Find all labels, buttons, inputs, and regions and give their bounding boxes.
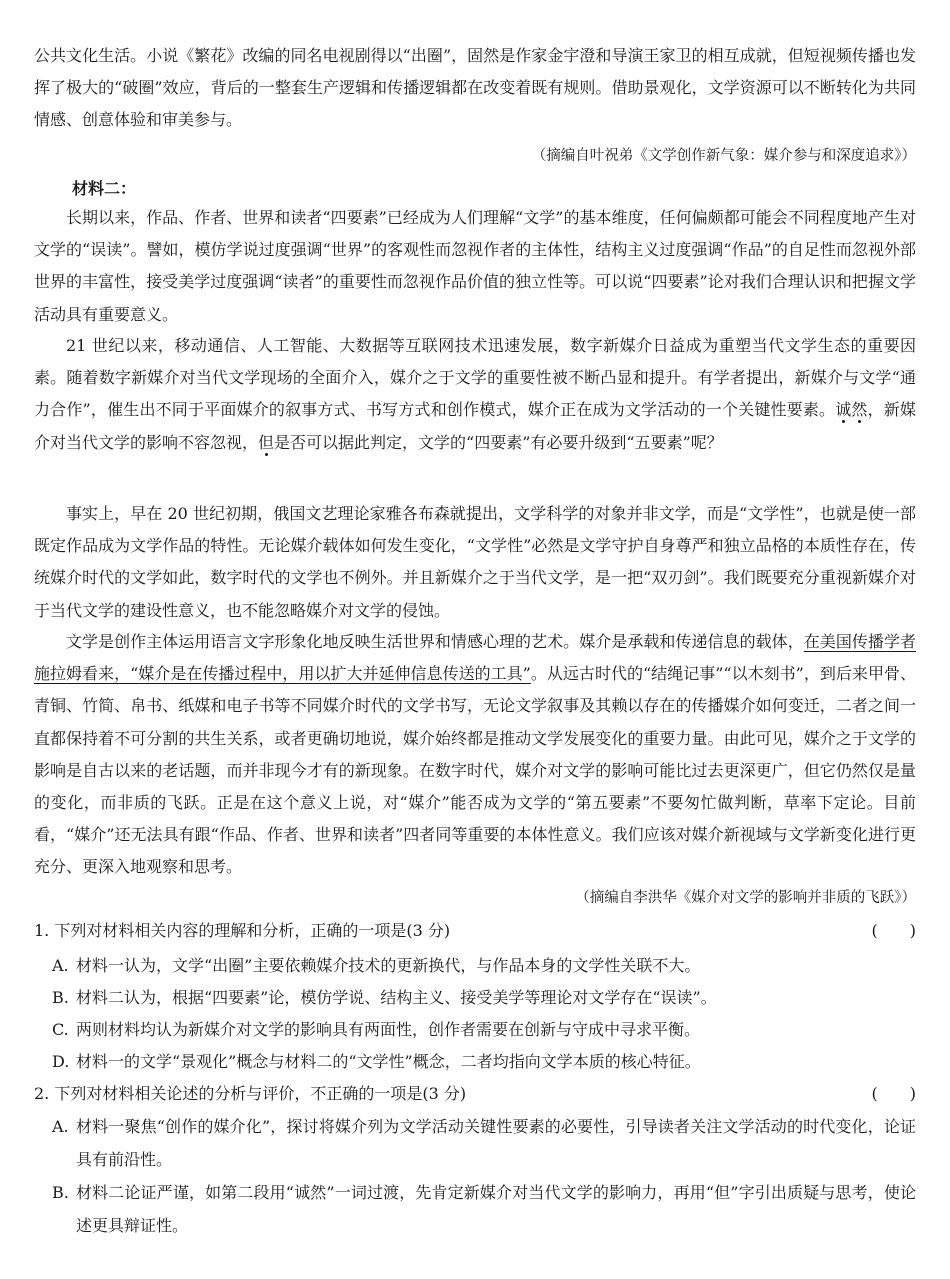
answer-paren: ( ) — [871, 1084, 916, 1103]
option-text: 材料一的文学“景观化”概念与材料二的“文学性”概念，二者均指向文学本质的核心特征。 — [76, 1052, 701, 1071]
question-1-text: 1. 下列对材料相关内容的理解和分析，正确的一项是(3 分) — [34, 921, 451, 940]
material-two-source: （摘编自李洪华《媒介对文学的影响并非质的飞跃》） — [575, 890, 916, 906]
option-label: B. — [52, 988, 69, 1007]
question-1-option-c — [52, 1014, 916, 1047]
material-one-source: （摘编自叶祝弟《文学创作新气象：媒介参与和深度追求》） — [531, 148, 916, 164]
question-2-option-b — [52, 1177, 916, 1242]
para-2-text-c: 是否可以据此判定，文学的“四要素”有必要升级到“五要素”呢？ — [274, 432, 723, 452]
para-2-text-b: ，新媒介对当代文学的影响不容忽视， — [34, 400, 916, 452]
option-label: A. — [52, 1117, 69, 1136]
option-label: C. — [52, 1020, 69, 1039]
question-1-option-b — [52, 982, 916, 1015]
option-text: 材料一聚焦“创作的媒介化”，探讨将媒介列为文学活动关键性要素的必要性，引导读者关注文学活动的时代变化，论证具有前沿性。 — [76, 1117, 916, 1169]
option-text: 材料二论证严谨，如第二段用“诚然”一词过渡，先肯定新媒介对当代文学的影响力，再用“但”字引出质疑与思考，使论述更具辩证性。 — [76, 1183, 916, 1235]
option-text: 材料一认为，文学“出圈”主要依赖媒介技术的更新换代，与作品本身的文学性关联不大。 — [76, 956, 701, 975]
para-4-text-b: 。从远古时代的“结绳记事”“以木刻书”，到后来甲骨、青铜、竹简、帛书、纸媒和电子书等不同媒介时代的文学书写，无论文学叙事及其赖以存在的传播媒介如何变迁，二者之间一直都保持着不可分割的共生关系，或者更确切地说，媒介始终都是推动文学发展变化的重要力量。由此可见，媒介之于文学的影响是自古以来的老话题，而并非现今才有的新现象。在数字时代，媒介对文学的影响可能比过去更深更广，但它仍然仅是量的变化，而非质的飞跃。正是在这个意义上说，对“媒介”能否成为文学的“第五要素”不要匆忙做判断，草率下定论。目前看，“媒介”还无法具有跟“作品、作者、世界和读者”四者同等重要的本体性意义。我们应该对媒介新视域与文学新变化进行更充分、更深入地观察和思考。 — [34, 664, 916, 877]
question-1-option-a — [52, 950, 916, 983]
question-2-option-a — [52, 1111, 916, 1176]
material-two-para-4 — [34, 626, 916, 884]
option-text: 两则材料均认为新媒介对文学的影响具有两面性，创作者需要在创新与守成中寻求平衡。 — [76, 1020, 701, 1039]
option-text: 材料二认为，根据“四要素”论，模仿学说、结构主义、接受美学等理论对文学存在“误读”。 — [76, 988, 717, 1007]
underlined-quote: 在美国传播学者施拉姆看来，“媒介是在传播过程中，用以扩大并延伸信息传送的工具” — [34, 632, 916, 684]
option-label: A. — [52, 956, 69, 975]
answer-paren: ( ) — [871, 921, 916, 940]
material-one-tail: 公共文化生活。小说《繁花》改编的同名电视剧得以“出圈”，固然是作家金宇澄和导演王家卫的相互成就，但短视频传播也发挥了极大的“破圈”效应，背后的一整套生产逻辑和传播逻辑都在改变着既有规则。借助景观化，文学资源可以不断转化为共同情感、创意体验和审美参与。 — [34, 46, 916, 130]
emphasis-dot-char: 但 — [258, 432, 275, 452]
para-2-text-a: 21 世纪以来，移动通信、人工智能、大数据等互联网技术迅速发展，数字新媒介日益成为重塑当代文学生态的重要因素。随着数字新媒介对当代文学现场的全面介入，媒介之于文学的重要性被不断凸显和提升。有学者提出，新媒介与文学“通力合作”，催生出不同于平面媒介的叙事方式、书写方式和创作模式，媒介正在成为文学活动的一个关键性要素。 — [34, 336, 916, 420]
question-1-stem — [34, 920, 916, 942]
question-2-stem — [34, 1083, 916, 1105]
option-label: B. — [52, 1183, 69, 1202]
question-1-option-d — [52, 1046, 916, 1079]
question-2-text: 2. 下列对材料相关论述的分析与评价，不正确的一项是(3 分) — [34, 1084, 467, 1103]
material-two-heading: 材料二： — [72, 179, 137, 198]
emphasis-dot-char: 然 — [851, 400, 868, 420]
material-two-para-3: 事实上，早在 20 世纪初期，俄国文艺理论家雅各布森就提出，文学科学的对象并非文学，而是“文学性”，也就是使一部既定作品成为文学作品的特性。无论媒介载体如何发生变化，“文学性”必然是文学守护自身尊严和独立品格的本质性存在，传统媒介时代的文学如此，数字时代的文学也不例外。并且新媒介之于当代文学，是一把“双刃剑”。我们既要充分重视新媒介对于当代文学的建设性意义，也不能忽略媒介对文学的侵蚀。 — [34, 504, 916, 620]
material-two-para-1: 长期以来，作品、作者、世界和读者“四要素”已经成为人们理解“文学”的基本维度，任何偏颇都可能会不同程度地产生对文学的“误读”。譬如，模仿学说过度强调“世界”的客观性而忽视作者的主体性，结构主义过度强调“作品”的自足性而忽视外部世界的丰富性，接受美学过度强调“读者”的重要性而忽视作品价值的独立性等。可以说“四要素”论对我们合理认识和把握文学活动具有重要意义。 — [34, 208, 916, 324]
para-4-text-a: 文学是创作主体运用语言文字形象化地反映生活世界和情感心理的艺术。媒介是承载和传递信息的载体， — [66, 632, 804, 651]
emphasis-dot-char: 诚 — [835, 400, 852, 420]
material-two-para-2 — [34, 330, 916, 459]
option-label: D. — [52, 1052, 70, 1071]
